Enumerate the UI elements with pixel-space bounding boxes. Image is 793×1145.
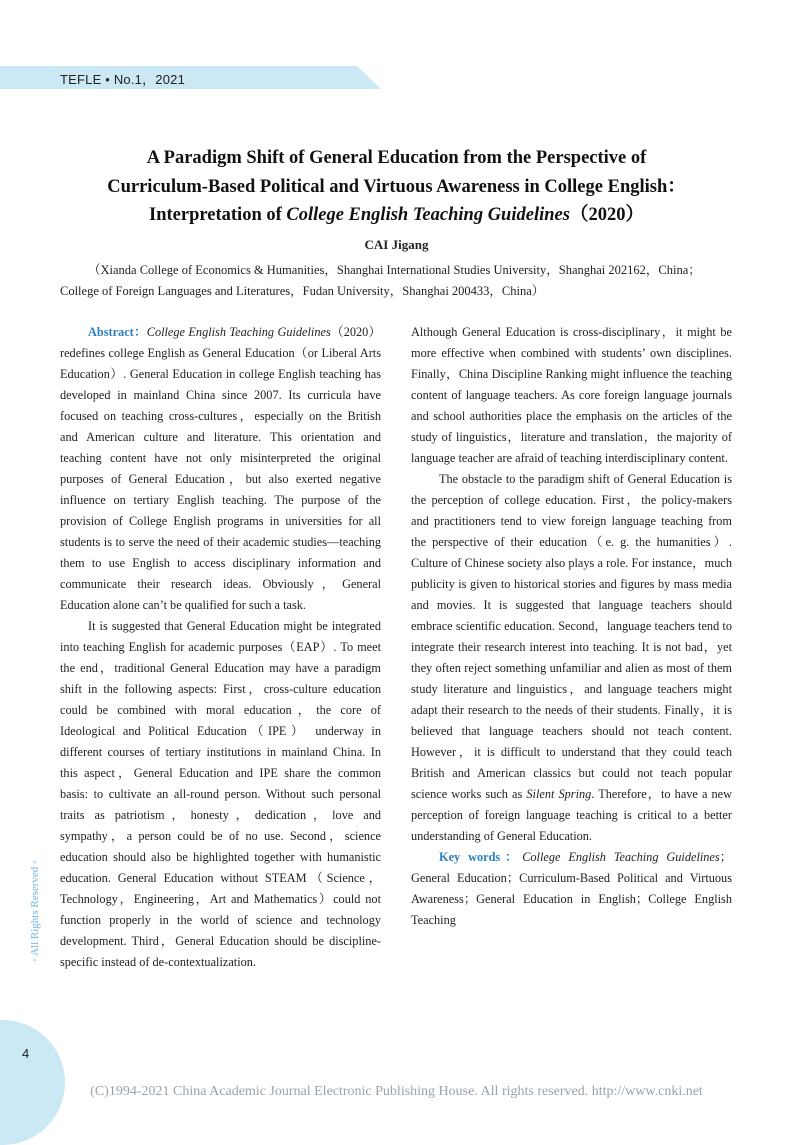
- abstract-paragraph-4: [411, 469, 732, 847]
- abstract-paragraph-1: [60, 322, 381, 616]
- silent-spring: Silent Spring: [526, 787, 592, 801]
- header-band: [0, 66, 381, 89]
- abstract-p1-text: （2020） redefines college English as General Education（or Liberal Arts Education）. General Education in college English teaching has developed in mainland China since 2007. Its curricula have focused on teaching cross-cultures，especially on the British and American culture and literature. This orientation and teaching content have not only misinterpreted the original purposes of General Education，but also exerted negative influence on tertiary English teaching. The purpose of the provision of College English programs in universities for all students is to serve the need of their academic studies—teaching them to use English to access disciplinary information and communicate their research ideas. Obviously，General Education alone can’t be qualified for such a task.: [60, 325, 381, 612]
- title-guidelines: College English Teaching Guidelines: [286, 205, 570, 225]
- journal-header: TEFLE • No.1，2021: [60, 72, 186, 87]
- affiliation-line-2: College of Foreign Languages and Literatures，Fudan University，Shanghai 200433，China）: [60, 284, 545, 298]
- title-line-3-prefix: Interpretation of: [149, 205, 287, 225]
- corner-circle: [0, 1020, 65, 1145]
- abstract-guidelines: College English Teaching Guidelines: [146, 325, 331, 339]
- title-line-1: A Paradigm Shift of General Education from the Perspective of: [146, 148, 647, 168]
- rights-side-note: ◦ All Rights Reserved ◦: [29, 860, 41, 962]
- abstract-right-column: [411, 322, 732, 931]
- abstract-paragraph-2: It is suggested that General Education might be integrated into teaching English for academic purposes（EAP）. To meet the end，traditional General Education may have a paradigm shift in the following aspects: First，cross-culture education could be combined with moral education，the core of Ideological and Political Education（IPE） underway in different courses of tertiary institutions in mainland China. In this aspect，General Education and IPE share the common basis: to cultivate an all-round person. Without such personal traits as patriotism，honesty，dedication，love and sympathy，a person could be of no use. Second，science education should also be highlighted together with humanistic education. General Education without STEAM（Science，Technology，Engineering，Art and Mathematics）could not function properly in the world of science and technology development. Third，General Education should be discipline-specific instead of de-contextualization.: [60, 619, 381, 969]
- title-line-2: Curriculum-Based Political and Virtuous Awareness in College English：: [107, 176, 686, 197]
- title-line-3: [60, 201, 733, 230]
- abstract-left-column: [60, 322, 381, 973]
- keywords: [411, 847, 732, 931]
- page-number: 4: [22, 1046, 30, 1061]
- keywords-guidelines: College English Teaching Guidelines: [522, 850, 720, 864]
- abstract-p4-before: The obstacle to the paradigm shift of General Education is the perception of college education. First，the policy-makers and practitioners tend to view foreign language teaching from the perspective of their education（e. g. the humanities）. Culture of Chinese society also plays a role. For instance，much publicity is given to historical stories and figures by mass media and movies. It is suggested that language teachers should embrace scientific education. Second，language teachers tend to integrate their research interest into teaching. It is not bad，yet they often reject something unfamiliar and alien as most of them study literature and linguistics，and language teachers might adapt their research to the needs of their students. Finally，it is believed that language teachers should not teach content. However，it is difficult to understand that they could teach British and American classics but could not teach popular science works such as: [411, 472, 732, 801]
- keywords-text: ；General Education；Curriculum-Based Political and Virtuous Awareness；General Education in English；College English Teaching: [411, 850, 732, 927]
- author-name: CAI Jigang: [364, 237, 429, 252]
- article-title: [60, 144, 733, 230]
- copyright-footer: (C)1994-2021 China Academic Journal Electronic Publishing House. All rights reserved. http://www.cnki.net: [90, 1084, 703, 1099]
- keywords-label: Key words：: [439, 850, 523, 864]
- abstract-p4-after: . Therefore，to have a new perception of foreign language teaching is critical to a better understanding of General Education.: [411, 787, 733, 843]
- affiliation: [60, 260, 733, 302]
- abstract-paragraph-3: Although General Education is cross-disciplinary，it might be more effective when combined with students’ own disciplines. Finally，China Discipline Ranking might influence the teaching content of language teachers. As core foreign language journals and school authorities place the emphasis on the articles of the study of linguistics，literature and translation，the majority of language teacher are afraid of teaching interdisciplinary content.: [411, 325, 732, 465]
- affiliation-line-1: （Xianda College of Economics & Humanities，Shanghai International Studies University，Shanghai 202162，China；: [88, 263, 701, 277]
- title-year: （2020）: [569, 205, 644, 225]
- abstract-label: Abstract：: [88, 325, 147, 339]
